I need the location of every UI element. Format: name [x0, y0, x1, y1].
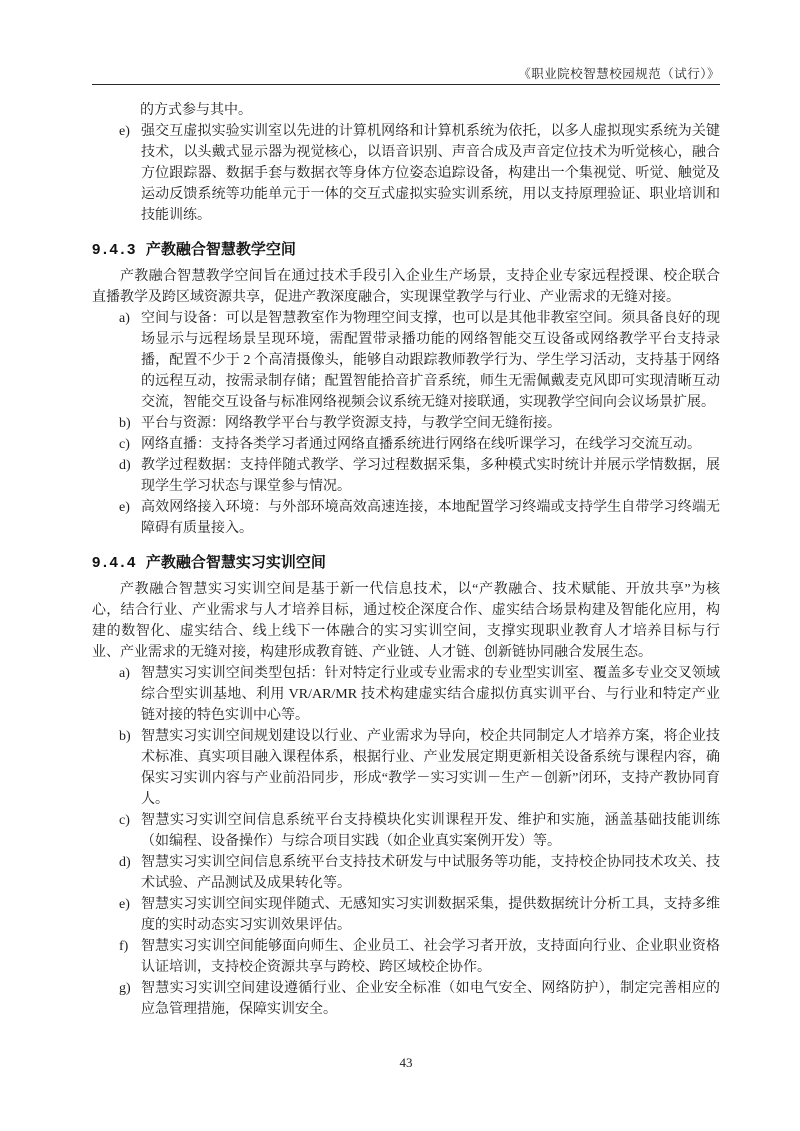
- list-item-text: 教学过程数据：支持伴随式教学、学习过程数据采集，多种模式实时统计并展示学情数据，展现学生学习状态与课堂参与情况。: [141, 458, 720, 494]
- section-number: 9.4.4: [92, 554, 138, 571]
- running-header-title: 《职业院校智慧校园规范（试行）》: [518, 67, 720, 81]
- page-number: 43: [399, 1055, 413, 1070]
- list-item: [92, 497, 720, 539]
- list-item-label: f): [119, 939, 129, 954]
- list-item-text: 高效网络接入环境：与外部环境高效高速连接，本地配置学习终端或支持学生自带学习终端无障碍有质量接入。: [141, 500, 720, 536]
- list-item-label: a): [119, 311, 130, 326]
- paragraph-continuation: 的方式参与其中。: [140, 103, 252, 118]
- list-item-label: b): [119, 729, 131, 744]
- list-item-text: 平台与资源：网络教学平台与教学资源支持，与教学空间无缝衔接。: [141, 416, 561, 431]
- section-943-paragraph: 产教融合智慧教学空间旨在通过技术手段引入企业生产场景，支持企业专家远程授课、校企联合直播教学及跨区域资源共享，促进产教深度融合，实现课堂教学与行业、产业需求的无缝对接。: [92, 269, 720, 305]
- list-item: [92, 121, 720, 226]
- list-item-text: 空间与设备：可以是智慧教室作为物理空间支撑，也可以是其他非教室空间。须具备良好的现场显示与远程场景呈现环境，需配置带录播功能的网络智能交互设备或网络教学平台支持录播，配置不少于 2 个高清摄像头，能够自动跟踪教师教学行为、学生学习活动，支持基于网络的远程互动，按需录制存储；配置智能拾音扩音系统，师生无需佩戴麦克风即可实现清晰互动交流，智能交互设备与标准网络视频会议系统无缝对接联通，实现教学空间向会议场景扩展。: [141, 311, 720, 410]
- list-item: [92, 978, 720, 1020]
- list-item-label: c): [119, 813, 130, 828]
- list-item: [92, 894, 720, 936]
- list-item: [92, 413, 720, 434]
- document-body: [92, 100, 720, 1020]
- list-item-label: c): [119, 437, 130, 452]
- list-item: [92, 308, 720, 413]
- section-title: 产教融合智慧教学空间: [145, 241, 296, 258]
- list-item-label: d): [119, 855, 131, 870]
- list-item-label: d): [119, 458, 131, 473]
- list-item: [92, 434, 720, 455]
- header-rule: [92, 84, 720, 85]
- list-item-label: e): [119, 897, 130, 912]
- list-item-text: 强交互虚拟实验实训室以先进的计算机网络和计算机系统为依托，以多人虚拟现实系统为关键技术，以头戴式显示器为视觉核心，以语音识别、声音合成及声音定位技术为听觉核心，融合方位跟踪器、数据手套与数据衣等身体方位姿态追踪设备，构建出一个集视觉、听觉、触觉及运动反馈系统等功能单元于一体的交互式虚拟实验实训系统，用以支持原理验证、职业培训和技能训练。: [141, 124, 720, 223]
- list-item-text: 智慧实习实训空间实现伴随式、无感知实习实训数据采集，提供数据统计分析工具，支持多维度的实时动态实习实训效果评估。: [141, 897, 720, 933]
- section-number: 9.4.3: [92, 241, 138, 258]
- list-item-label: e): [119, 124, 130, 139]
- list-item-text: 智慧实习实训空间信息系统平台支持模块化实训课程开发、维护和实施，涵盖基础技能训练（如编程、设备操作）与综合项目实践（如企业真实案例开发）等。: [141, 813, 720, 849]
- list-item-label: a): [119, 666, 130, 681]
- list-item-text: 智慧实习实训空间信息系统平台支持技术研发与中试服务等功能，支持校企协同技术攻关、技术试验、产品测试及成果转化等。: [141, 855, 720, 891]
- list-item-text: 智慧实习实训空间规划建设以行业、产业需求为导向，校企共同制定人才培养方案，将企业技术标准、真实项目融入课程体系，根据行业、产业发展定期更新相关设备系统与课程内容，确保实习实训内容与产业前沿同步，形成“教学－实习实训－生产－创新”闭环，支持产教协同育人。: [141, 729, 720, 807]
- section-heading-943: [92, 239, 720, 261]
- list-item-label: e): [119, 500, 130, 515]
- list-item: [92, 852, 720, 894]
- list-item-text: 智慧实习实训空间能够面向师生、企业员工、社会学习者开放，支持面向行业、企业职业资格认证培训，支持校企资源共享与跨校、跨区域校企协作。: [141, 939, 720, 975]
- list-item-text: 智慧实习实训空间建设遵循行业、企业安全标准（如电气安全、网络防护），制定完善相应的应急管理措施，保障实训安全。: [141, 981, 720, 1017]
- list-item: [92, 663, 720, 726]
- section-title: 产教融合智慧实习实训空间: [145, 554, 326, 571]
- list-item: [92, 726, 720, 810]
- list-item-text: 网络直播：支持各类学习者通过网络直播系统进行网络在线听课学习，在线学习交流互动。: [141, 437, 701, 452]
- list-item-label: b): [119, 416, 131, 431]
- list-item-label: g): [119, 981, 131, 996]
- section-heading-944: [92, 552, 720, 574]
- section-944-paragraph: 产教融合智慧实习实训空间是基于新一代信息技术，以“产教融合、技术赋能、开放共享”为核心，结合行业、产业需求与人才培养目标，通过校企深度合作、虚实结合场景构建及智能化应用，构建的数智化、虚实结合、线上线下一体融合的实习实训空间，支撑实现职业教育人才培养目标与行业、产业需求的无缝对接，构建形成教育链、产业链、人才链、创新链协同融合发展生态。: [92, 582, 720, 660]
- list-item-text: 智慧实习实训空间类型包括：针对特定行业或专业需求的专业型实训室、覆盖多专业交叉领域综合型实训基地、利用 VR/AR/MR 技术构建虚实结合虚拟仿真实训平台、与行业和特定产业链对接的特色实训中心等。: [141, 666, 720, 723]
- list-item: [92, 810, 720, 852]
- list-item: [92, 936, 720, 978]
- list-item: [92, 455, 720, 497]
